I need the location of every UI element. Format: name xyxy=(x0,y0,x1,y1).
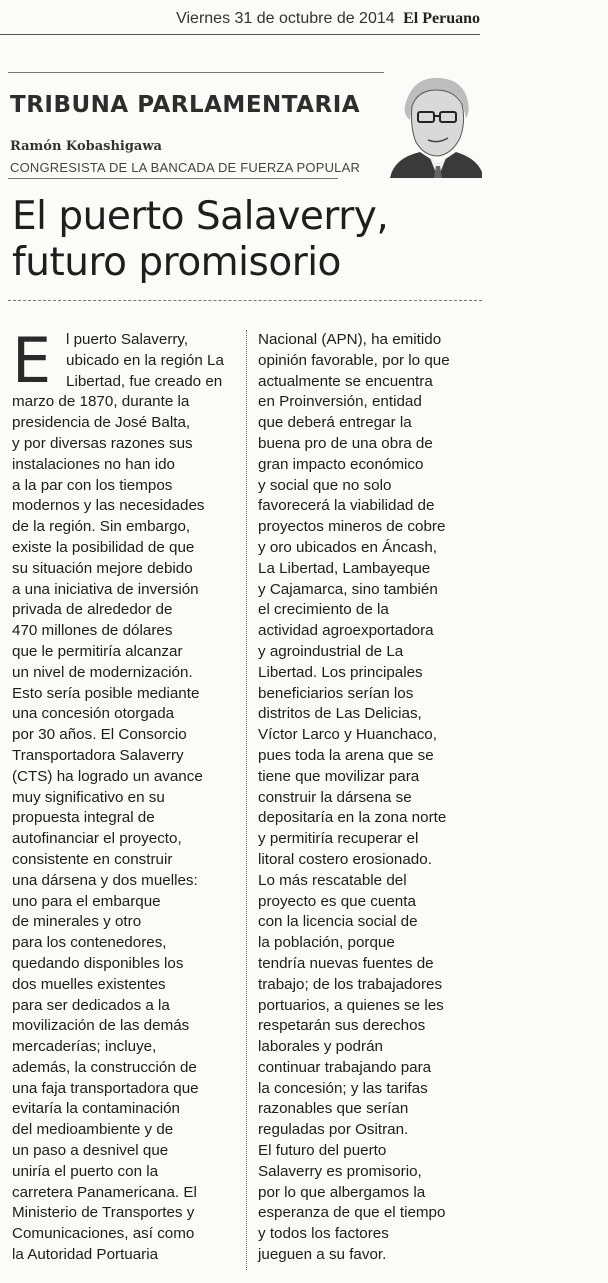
article-line: Nacional (APN), ha emitido xyxy=(258,331,442,348)
article-line: jueguen a su favor. xyxy=(258,1246,387,1264)
article-line: además, la construcción de xyxy=(12,1058,197,1076)
article-line: y Cajamarca, sino también xyxy=(258,580,438,598)
article-line: un paso a desnivel que xyxy=(12,1142,169,1160)
article-line: favorecerá la viabilidad de xyxy=(258,497,435,515)
article-line: 470 millones de dólares xyxy=(12,622,173,640)
article-line: uno para el embarque xyxy=(12,892,161,910)
article-line: distritos de Las Delicias, xyxy=(258,705,422,723)
article-line: y por diversas razones sus xyxy=(12,434,193,452)
title-line-1: El puerto Salaverry, xyxy=(12,194,389,239)
article-line: una concesión otorgada xyxy=(12,705,175,723)
article-line: y agroindustrial de La xyxy=(258,642,404,660)
article-line: ubicado en la región La xyxy=(66,351,224,369)
article-line: trabajo; de los trabajadores xyxy=(258,975,443,993)
article-line: continuar trabajando para xyxy=(258,1058,432,1076)
article-line: y permitiría recuperar el xyxy=(258,830,419,848)
article-line: Víctor Larco y Huanchaco, xyxy=(258,726,437,744)
article-line: por lo que albergamos la xyxy=(258,1183,426,1201)
column-divider xyxy=(246,330,247,1270)
title-rule xyxy=(8,300,482,301)
article-line: privada de alrededor de xyxy=(12,601,173,619)
article-line: existe la posibilidad de que xyxy=(12,538,195,556)
article-line: carretera Panamericana. El xyxy=(12,1183,197,1201)
section-rule xyxy=(8,72,410,73)
article-line: Ministerio de Transportes y xyxy=(12,1204,195,1222)
article-line: la Autoridad Portuaria xyxy=(12,1246,159,1264)
article-line: una faja transportadora que xyxy=(12,1079,199,1097)
article-line: pues toda la arena que se xyxy=(258,746,434,764)
title-line-2: futuro promisorio xyxy=(12,240,341,285)
author-portrait xyxy=(384,72,482,178)
article-line: Comunicaciones, así como xyxy=(12,1225,195,1243)
article-line: y todos los factores xyxy=(258,1225,389,1243)
page-header xyxy=(0,10,480,28)
article-line: gran impacto económico xyxy=(258,455,424,473)
article-line: tendría nuevas fuentes de xyxy=(258,954,434,972)
article-line: un nivel de modernización. xyxy=(12,663,193,681)
article-line: proyectos mineros de cobre xyxy=(258,518,446,536)
article-line: marzo de 1870, durante la xyxy=(12,393,190,411)
article-line: buena pro de una obra de xyxy=(258,434,433,452)
article-line: que le permitiría alcanzar xyxy=(12,642,183,660)
header-date: Viernes 31 de octubre de 2014 xyxy=(176,10,395,27)
header-rule xyxy=(0,34,480,35)
article-line: razonables que serían xyxy=(258,1100,409,1118)
article-line: proyecto es que cuenta xyxy=(258,892,416,910)
article-line: autofinanciar el proyecto, xyxy=(12,830,182,848)
article-line: y social que no solo xyxy=(258,476,392,494)
article-line: reguladas por Ositran. xyxy=(258,1121,409,1139)
article-line: con la licencia social de xyxy=(258,913,418,931)
author-rule xyxy=(8,178,338,179)
article-line: mercaderías; incluye, xyxy=(12,1038,157,1056)
article-line: l puerto Salaverry, xyxy=(66,331,189,348)
article-line: modernos y las necesidades xyxy=(12,497,205,515)
article-line: opinión favorable, por lo que xyxy=(258,351,450,369)
article-line: dos muelles existentes xyxy=(12,975,166,993)
article-line: que deberá entregar la xyxy=(258,414,412,432)
article-line: laborales y podrán xyxy=(258,1038,383,1056)
article-line: actualmente se encuentra xyxy=(258,372,433,390)
article-column-2 xyxy=(258,330,480,1266)
article-line: beneficiarios serían los xyxy=(258,684,414,702)
article-line: consistente en construir xyxy=(12,850,173,868)
article-line: El futuro del puerto xyxy=(258,1142,387,1160)
article-line: Transportadora Salaverry xyxy=(12,746,184,764)
article-line: quedando disponibles los xyxy=(12,954,184,972)
article-line: el crecimiento de la xyxy=(258,601,389,619)
article-line: esperanza de que el tiempo xyxy=(258,1204,446,1222)
article-line: para ser dedicados a la xyxy=(12,996,170,1014)
article-line: la población, porque xyxy=(258,934,395,952)
article-line: Salaverry es promisorio, xyxy=(258,1162,422,1180)
article-line: actividad agroexportadora xyxy=(258,622,434,640)
article-line: de la región. Sin embargo, xyxy=(12,518,191,536)
article-line: portuarios, a quienes se les xyxy=(258,996,444,1014)
article-line: (CTS) ha logrado un avance xyxy=(12,767,203,785)
drop-cap: E xyxy=(12,324,52,397)
article-column-1 xyxy=(12,324,234,1266)
article-line: una dársena y dos muelles: xyxy=(12,871,198,889)
article-line: Libertad. Los principales xyxy=(258,663,423,681)
article-line: a una iniciativa de inversión xyxy=(12,580,199,598)
article-line: tiene que movilizar para xyxy=(258,767,420,785)
author-name: Ramón Kobashigawa xyxy=(10,139,162,154)
article-line: uniría el puerto con la xyxy=(12,1162,159,1180)
article-line: de minerales y otro xyxy=(12,913,142,931)
article-line: en Proinversión, entidad xyxy=(258,393,422,411)
article-line: a la par con los tiempos xyxy=(12,476,173,494)
article-line: instalaciones no han ido xyxy=(12,455,175,473)
article-line: La Libertad, Lambayeque xyxy=(258,559,431,577)
newspaper-name: El Peruano xyxy=(403,10,480,27)
article-line: construir la dársena se xyxy=(258,788,412,806)
article-line: respetarán sus derechos xyxy=(258,1017,426,1035)
article-line: muy significativo en su xyxy=(12,788,165,806)
article-line: por 30 años. El Consorcio xyxy=(12,726,187,744)
article-line: para los contenedores, xyxy=(12,934,167,952)
article-line: su situación mejore debido xyxy=(12,559,193,577)
article-line: del medioambiente y de xyxy=(12,1121,174,1139)
article-title xyxy=(12,194,482,286)
author-role: CONGRESISTA DE LA BANCADA DE FUERZA POPULAR xyxy=(10,160,361,175)
article-line: movilización de las demás xyxy=(12,1017,190,1035)
article-line: Libertad, fue creado en xyxy=(66,372,223,390)
article-line: Esto sería posible mediante xyxy=(12,684,200,702)
section-title: TRIBUNA PARLAMENTARIA xyxy=(10,92,361,118)
article-line: depositaría en la zona norte xyxy=(258,809,447,827)
article-line: y oro ubicados en Áncash, xyxy=(258,538,437,556)
article-line: litoral costero erosionado. xyxy=(258,850,432,868)
article-line: Lo más rescatable del xyxy=(258,871,407,889)
article-line: presidencia de José Balta, xyxy=(12,414,191,432)
article-line: la concesión; y las tarifas xyxy=(258,1079,428,1097)
article-line: evitaría la contaminación xyxy=(12,1100,180,1118)
article-line: propuesta integral de xyxy=(12,809,155,827)
